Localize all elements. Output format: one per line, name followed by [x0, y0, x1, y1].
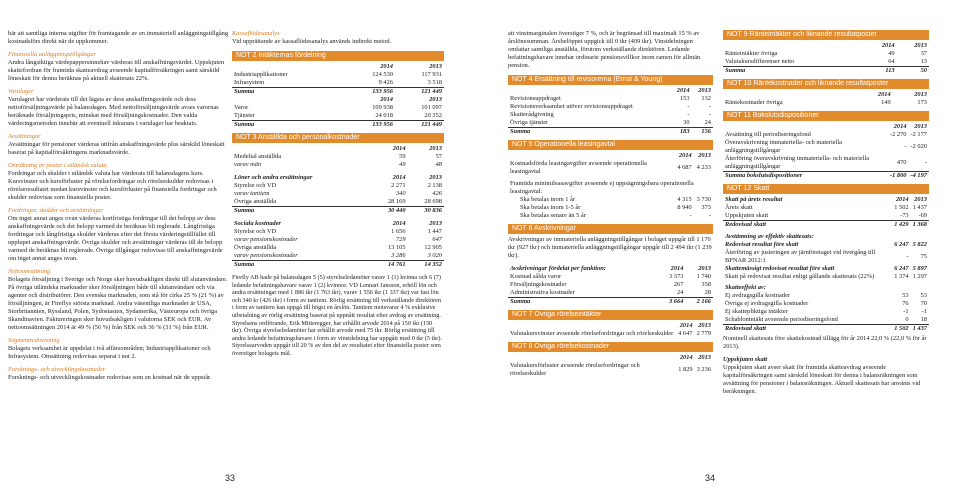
table-row: Ska betalas senare än 5 år - - [520, 212, 711, 219]
table-row: varav pensionskostnader 729 647 [234, 236, 442, 243]
deferred-tax-heading: Uppskjuten skatt [723, 356, 768, 363]
section-text: Avsättningar för pensioner värderas utifrån anskaffningsvärde plus särskild löneskatt baserat på kapitalförsäkringens marknadsvärde. [8, 141, 225, 156]
section-heading: Varulager [8, 88, 34, 95]
intro-text: att vinstmarginalen överstiger 7 %, och är begränsad till maximalt 15 % av årslönesumman. Ärsbelöppet uppgick till 0 tkr (409 tkr). Vinstdelningen omfattar samtliga anställda, förutom verkställande direktören. Ledande befattningshavare innehar ordinarie pensionsvillkor inom ramen för allmän pension. [508, 30, 701, 69]
note-6-text: Avskrivningar av immateriella anläggningstillgångar i bolaget uppgår till 1 170 tkr (927 tkr) och immateriella anläggningstillgångar uppgår till 2 494 tkr (1 239 tkr). [508, 236, 712, 259]
table-row: Överavskrivning immateriella- och materiella anläggningstillgångar - -2 020 [725, 139, 927, 154]
table-row: Övriga anställda 28 169 28 698 [234, 198, 442, 205]
table-row: Övriga ej avdragsgilla kostnader 76 70 [725, 300, 927, 307]
column-2 [232, 30, 444, 363]
table-row: Ej skattepliktiga intäkter -1 -1 [725, 308, 927, 315]
note-2-heading: NOT 2 Intäkternas fördelning [232, 51, 444, 61]
table-row: Avsättning till periodiseringsfond -2 270 -2 177 [725, 131, 927, 138]
table-row: Årets skatt 1 502 1 437 [725, 204, 927, 211]
section-heading: Nettoomsättning [8, 268, 51, 275]
note-6-table [508, 265, 713, 306]
table-row: Industriapplikationer 124 530 117 931 [234, 71, 442, 78]
table-row: Schablonintäkt avseende periodiseringsfond 0 18 [725, 316, 927, 323]
table-header: Skatteeffekt av: [725, 284, 766, 291]
section-heading: Segmentredovisning [8, 337, 60, 344]
year-label: 2014 [380, 63, 393, 70]
sum-row: Summa 183 156 [510, 128, 711, 135]
table-row: Ej avdragsgilla kostnader 53 53 [725, 292, 927, 299]
sum-row: Summa bokslutsdispositioner -1 800 -4 197 [725, 172, 927, 179]
note-4-heading: NOT 4 Ersättning till revisorerna (Ernst & Young) [508, 75, 713, 85]
table-row: Ränteintäkter övriga 49 37 [725, 50, 927, 57]
table-row: Skattemässigt redovisat resultat före skatt 6 247 5 897 [725, 265, 927, 272]
note-3-heading: NOT 3 Anställda och personalkostnader [232, 133, 444, 143]
note-7-table: 2014 2013 Valutakursvinster avseende rörelsefordringar och rörelseskulder 4 647 2 779 [510, 322, 711, 337]
column-4 [723, 30, 929, 401]
section-heading: Kassaflödesanalys [232, 30, 280, 37]
table-header: Avskrivningar fördelat per funktion: 2014 2013 [510, 265, 711, 272]
note-7-heading: NOT 7 Övriga rörelseintäkter [508, 310, 713, 320]
sum-row: Summa 30 440 30 836 [234, 207, 442, 214]
table-row: Varor 109 938 101 097 [234, 104, 442, 111]
note-8-table: 2014 2013 Valutakursförluster avseende rörelsefordringar och rörelseskulder 1 829 3 236 [510, 354, 711, 377]
table-row: Övriga tjänster 30 24 [510, 119, 711, 126]
sum-row: Redovisad skatt 1 502 1 437 [725, 325, 927, 332]
section-heading: Forsknings- och utvecklingskostnader [8, 366, 106, 373]
section-text: Om inget annat anges ovan värderas kortfristiga fordringar till det belopp av dess anskaffningsvärde och det belopp varmed de beräknas bli reglerade. Långfristiga fordringar och långfristiga skulder värderas efter det första värderingstillfället till upplupet anskaffningsvärde. Övriga skulder och avsättningar värderas till de belopp varmed de beräknas bli reglerade. Övriga tillgångar redovisas till anskaffningsvärde om inget annat anges ovan. [8, 215, 223, 262]
table-row: Valutakursvinster avseende rörelsefordringar och rörelseskulder 4 647 2 779 [510, 330, 711, 337]
section-text: Bolagets verksamhet är uppdelat i två affärsområden; Industriapplikationer och Infrasystem. Omsättning redovisas separat i not 2. [8, 345, 211, 360]
sum-row: Redovisad skatt 1 429 1 368 [725, 221, 927, 228]
table-row: Valutakursförluster avseende rörelsefordringar och rörelseskulder 1 829 3 236 [510, 362, 711, 377]
table-row: Styrelse och VD 1 656 1 447 [234, 228, 442, 235]
table-row: Valutakursdifferenser netto 64 13 [725, 58, 927, 65]
table-row: Återföring av justeringen av järnföretaget vid övergång till BFNAR 2012:1 - 75 [725, 249, 927, 264]
sum-row: Summa 14 761 14 352 [234, 261, 442, 268]
note-6-heading: NOT 6 Avskrivningar [508, 224, 713, 234]
table-row: Kostnadsförda leasingavgifter avseende operationella leasingavtal 4 687 4 233 [510, 160, 711, 175]
note-10-heading: NOT 10 Räntekostnader och liknande resultatposter [723, 79, 929, 89]
note-12-text: Nominell skattesats före skattekostnad tillägg för år 2014 22,0 % (22,0 % för år 2013). [723, 335, 927, 350]
table-row: Infrasystem 9 426 3 518 [234, 79, 442, 86]
table-header: Löner och andra ersättningar 2014 2013 [234, 174, 442, 181]
section-heading: Fordringar, skulder och avsättningar [8, 207, 103, 214]
note-5-text: Framtida minimileasavgifter avseende ej uppsägningsbara operationella leasingavtal: [510, 180, 694, 195]
right-page [480, 0, 960, 491]
note-8-heading: NOT 8 Övriga rörelsekostnader [508, 342, 713, 352]
note-9-table: 2014 2013 Ränteintäkter övriga 49 37 Valutakursdifferenser netto 64 13 Summa 113 50 [725, 42, 927, 74]
sum-row: Summa 3 664 2 166 [510, 298, 711, 305]
sum-row: Summa 113 50 [725, 67, 927, 74]
table-row: Försäljningskostnader 267 358 [510, 281, 711, 288]
section-heading: Avsättningar [8, 133, 41, 140]
note-12-heading: NOT 12 Skatt [723, 184, 929, 194]
section-text: Varulagret har värderats till det lägsta av dess anskaffningsvärde och dess nettoförsäljningsvärde på balansdagen. Med nettoförsäljningsvärde avses varornas beräknade försäljningspris, minskat med försäljningskostnader. Den valda värderingsmetoden innebär att eventuell inkurans i varulager har beaktats. [8, 96, 219, 127]
sum-row: Summa 133 956 121 449 [234, 88, 442, 95]
section-text: Fordringar och skulder i utländsk valuta har värderats till balansdagens kurs. Kursvinster och kursförluster på rörelsefordringar och rörelseskulder redovisas i rörelseresultatet medan kursvinster och kursförluster på finansiella fordringar och skulder redovisas som finansiella poster. [8, 170, 217, 201]
deferred-tax-text: Uppskjuten skatt avser skatt för framtida skatteavdrag avseende kapitalförsäkringen samt särskild löneskatt för denna i balansräkningen som avsättning för pensioner i balansräkningen. Aktuell skattesats har använts vid beräkningen. [723, 364, 921, 395]
note-9-heading: NOT 9 Ränteintäkter och liknande resultatposter [723, 30, 929, 40]
year-label: 2013 [429, 63, 442, 70]
page-number-left: 33 [225, 473, 236, 483]
note-11-table: 2014 2013 Avsättning till periodiseringsfond -2 270 -2 177 Överavskrivning immateriella- och materiella anläggningstillgångar - -2 020 Återföring överavskrivning immateriella- och materiella anläggningstillgångar 470 - Summa bokslutsdispositioner -1 800 -4 197 [725, 123, 927, 179]
table-row: Medeltal anställda 59 57 [234, 153, 442, 160]
column-3 [508, 30, 713, 378]
note-3-text: Firefly AB hade på balansdagen 5 (5) styrelseledamöter varav 1 (1) kvinna och 6 (7) ledande befattningshavare varav 1 (2) kvinnor. VD Lennart Jansson, erhöll lön och andra ersättningar med 1 886 tkr (1 763 tkr), varav 1 556 tkr (1 337 tkr) var fast lön och 340 kr (426 tkr) i form av tantiem. Rörlig ersättning till verkställande direktören i form av tantiem kan uppgå till högst en årslön. Tantiem motsvarar 4 % exklusive utbetalning av rörlig ersättning baserat på uppnått resultat efter avdrag av ersättning. Styrelsens ordförande, Erik Mitteregger, har erhållit arvode 2014 på 150 tkr (150 tkr). Övriga styrelseledamöter har erhållit arvode med 75 tkr. Rörlig ersättning till andra ledande befattningshavare i form av vinstdelning har uppgått med 0 tkr (5 tkr). Styrelsearvoden uppgår till 20 % av den del av resultatet efter finansiella poster som överstiger bolagets mål. [232, 274, 442, 357]
table-row: Uppskjuten skatt -73 -69 [725, 212, 927, 219]
section-heading: Omräkning av poster i utländsk valuta [8, 162, 107, 169]
page-number-right: 34 [705, 473, 716, 483]
intro-text: bär att samtliga interna utgifter för framtagande av en immateriell anläggningstillgång kostnadsförs direkt när de uppkommer. [8, 30, 229, 45]
table-row: Skatt på redovisat resultat enligt gällande skattesats (22%) 1 374 1 297 [725, 273, 927, 280]
table-row: Styrelse och VD 2 271 2 138 [234, 182, 442, 189]
table-row: Redovisat resultat före skatt 6 247 5 822 [725, 241, 927, 248]
section-heading: Finansiella anläggningstillgångar [8, 51, 96, 58]
table-row: Revisionsverksamhet utöver revisionsuppdraget - - [510, 103, 711, 110]
section-text: Bolagets försäljning i Sverige och Norge sker huvudsakligen direkt till slutanvändare. På övriga utländska marknader sker försäljningen både till slutanvändare och via agenter och distributörer. Den svenska marknaden, som stå för cirka 25 % (21 %) av försäljningen, är Fireflys största marknad. Andra väsentliga marknader är USA, Storbritannien, Ryssland, Polen, Sydostasien, Sydamerika, Västeuropa och övriga Skandinavien. Faktureringen sker huvudsakligen i valutorna SEK och EUR. Av nettoomsättningen 2014 är 49 % (56 %) från SEK och 36 % (31 %) från EUR. [8, 276, 228, 331]
note-2-table: 2014 2013 Industriapplikationer 124 530 117 931 Infrasystem 9 426 3 518 Summa 133 956 121 449 2014 2013 Varor 109 938 101 097 Tjänster 24 018 20 352 Summa 133 956 121 449 [234, 63, 442, 128]
note-12-table: Skatt på årets resultat 2014 2013 Årets skatt 1 502 1 437 Uppskjuten skatt -73 -69 Redovisad skatt 1 429 1 368 Avstämning av effektiv skattesats: Redovisat resultat före skatt 6 247 5 822 Återföring av justeringen av järnföretaget vid övergång till BFNAR 2012:1 - 75 Skattemässigt redovisat resultat före skatt 6 247 5 897 Skatt på redovisat resultat enligt gällande skattesats (22%) 1 374 1 297 Skatteeffekt av: Ej avdragsgilla kostnader 53 53 Övriga ej avdragsgilla kostnader 76 70 Ej skattepliktiga intäkter -1 -1 Schablonintäkt avseende periodiseringsfond 0 18 Redovisad skatt 1 502 1 437 [725, 196, 927, 332]
table-header: Sociala kostnader 2014 2013 [234, 220, 442, 227]
table-row: Ska betalas inom 1 år 4 315 3 730 [520, 196, 711, 203]
table-header: Avstämning av effektiv skattesats: [725, 233, 814, 240]
section-text: Andra långsiktiga värdepappersinnehav värderas till anskaffningsvärdet. Uppskjuten skattefordran för framtida skatteavdrag avseende kapitalförsäkringen samt särskild löneskatt för denna beräknas på aktuell skattesats 22%. [8, 59, 225, 82]
table-row: Ska betalas inom 1-5 år 8 940 373 [520, 204, 711, 211]
table-row: Administrativa kostnader 24 28 [510, 289, 711, 296]
note-11-heading: NOT 11 Bokslutsdispositioner [723, 111, 929, 121]
table-row: varav män 49 48 [234, 161, 442, 168]
note-4-table: 2014 2013 Revisionsuppdraget 153 132 Revisionsverksamhet utöver revisionsuppdraget - - Skatterådgivning - - Övriga tjänster 30 24 Summa 183 156 [510, 87, 711, 135]
table-row: varav tantiem 340 426 [234, 190, 442, 197]
note-5-heading: NOT 5 Operationella leasingavtal [508, 140, 713, 150]
sum-row: Summa 133 956 121 449 [234, 121, 442, 128]
table-row: Räntekostnader övriga 149 173 [725, 99, 927, 106]
section-text: Forsknings- och utvecklingskostnader redovisas som en kostnad när de uppstår. [8, 374, 212, 381]
section-text: Vid upprättande av kassaflödesanalys används indirekt metod. [232, 38, 392, 45]
table-row: varav pensionskostnader 3 286 3 020 [234, 252, 442, 259]
table-row: Revisionsuppdraget 153 132 [510, 95, 711, 102]
note-10-table: 2014 2013 Räntekostnader övriga 149 173 [725, 91, 927, 106]
note-3-table: 2014 2013 Medeltal anställda 59 57 varav män 49 48 Löner och andra ersättningar 2014 2013 Styrelse och VD 2 271 2 138 varav tantiem 340 426 Övriga anställda 28 169 28 698 Summa 30 440 30 836 Sociala kostnader 2014 2013 Styrelse och VD 1 656 1 447 varav pensionskostnader 729 647 Övriga anställda 13 105 12 905 varav pensionskostnader 3 286 3 020 Summa 14 761 14 352 [234, 145, 442, 268]
table-row: Kostnad sålda varor 3 373 1 740 [510, 273, 711, 280]
table-row: Övriga anställda 13 105 12 905 [234, 244, 442, 251]
table-row: Skatterådgivning - - [510, 111, 711, 118]
table-row: Återföring överavskrivning immateriella- och materiella anläggningstillgångar 470 - [725, 155, 927, 170]
note-5-table: 2014 2013 Kostnadsförda leasingavgifter avseende operationella leasingavtal 4 687 4 233 Framtida minimileasavgifter avseende ej uppsägningsbara operationella leasingavtal: Ska betalas inom 1 år 4 315 3 730 Ska betalas inom 1-5 år 8 940 373 Ska betalas senare än 5 år - - [510, 152, 711, 219]
table-row: Tjänster 24 018 20 352 [234, 112, 442, 119]
column-1 [8, 30, 230, 387]
